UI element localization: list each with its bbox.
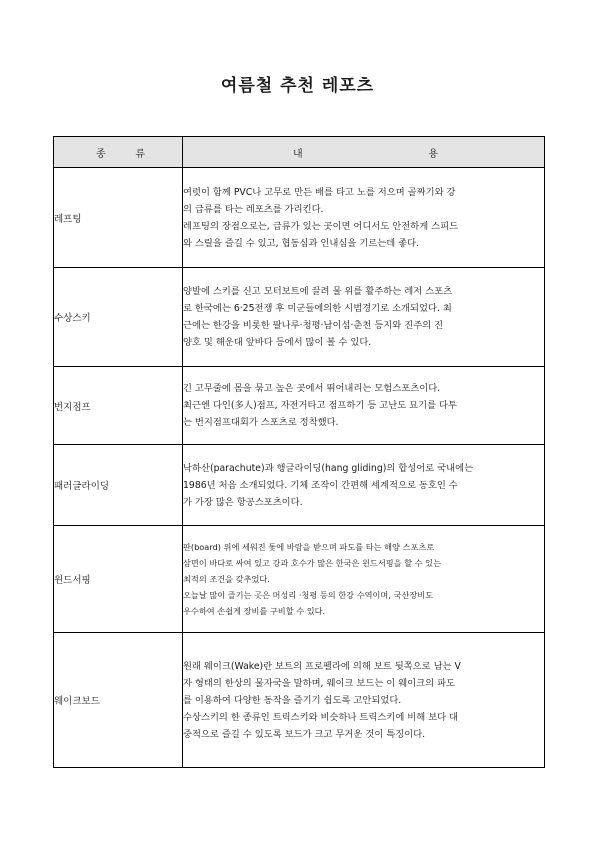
description-line: 와 스릴을 즐길 수 있고, 협동심과 인내심을 기르는데 좋다. — [183, 237, 420, 249]
sport-name: 웨이크보드 — [54, 633, 183, 768]
table-row-paragliding — [54, 445, 545, 526]
sport-name: 수상스키 — [54, 268, 183, 367]
sport-description — [183, 268, 545, 367]
description-line: 양호 및 해운대 앞바다 등에서 많이 볼 수 있다. — [183, 337, 372, 348]
sport-description — [183, 168, 545, 268]
header-content — [183, 137, 545, 168]
description-line: 수상스키의 한 종류인 트릭스키와 비슷하나 트릭스키에 비해 보다 대 — [183, 711, 459, 723]
header-kind — [54, 137, 183, 168]
header-content-char-1: 내 — [293, 148, 303, 160]
table-row-wakeboard — [54, 633, 545, 768]
table-row-windsurfing — [54, 526, 545, 633]
table-row-water-ski — [54, 268, 545, 367]
description-line: 낙하산(parachute)과 행글라이딩(hang gliding)의 합성어로 국내에는 — [183, 462, 474, 474]
sport-name: 패러글라이딩 — [54, 445, 183, 526]
header-content-char-2: 용 — [428, 148, 438, 160]
sport-name: 레프팅 — [54, 168, 183, 268]
description-line: 1986년 처음 소개되었다. 기체 조작이 간편해 세계적으로 동호인 수 — [183, 479, 458, 491]
description-line: 삼면이 바다로 싸여 있고 강과 호수가 많은 한국은 윈드서핑을 할 수 있는 — [183, 558, 441, 568]
description-line: 를 이용하여 다양한 동작을 즐기기 쉽도록 고안되었다. — [183, 694, 402, 706]
description-line: 여럿이 함께 PVC나 고무로 만든 배를 타고 노를 저으며 골짜기와 강 — [183, 186, 456, 198]
table-row-bungee-jump — [54, 367, 545, 445]
sport-name: 윈드서핑 — [54, 526, 183, 633]
sports-table — [53, 136, 545, 768]
sport-name: 번지점프 — [54, 367, 183, 445]
description-line: 최적의 조건을 갖추었다. — [183, 574, 270, 584]
description-line: 판(board) 위에 세워진 돛에 바람을 받으며 파도를 타는 해양 스포츠로 — [183, 542, 435, 552]
description-line: 원래 웨이크(Wake)란 보트의 프로펠라에 의해 보트 뒷쪽으로 남는 V — [183, 660, 461, 672]
table-header-row — [54, 137, 545, 168]
header-kind-char-1: 종 — [96, 148, 106, 160]
header-kind-char-2: 류 — [135, 148, 145, 160]
sport-description — [183, 633, 545, 768]
description-line: 근에는 한강을 비롯한 팔나루·청평·남이섬·춘천 등지와 진주의 진 — [183, 320, 444, 331]
description-line: 레프팅의 장점으로는, 급류가 있는 곳이면 어디서도 안전하게 스피드 — [183, 220, 459, 232]
description-line: 양발에 스키를 신고 모터보트에 끌려 물 위를 활주하는 레저 스포츠 — [183, 286, 453, 297]
description-line: 는 번지점프대회가 스포츠로 정착했다. — [183, 417, 339, 428]
sport-description — [183, 526, 545, 633]
description-line: 오늘날 많이 즐기는 곳은 머성리 ·청평 등의 한강 수역이며, 국산장비도 — [183, 590, 434, 600]
description-line: 가 가장 많은 항공스포츠이다. — [183, 496, 303, 508]
description-line: 자 형태의 한상의 물자국을 말하며, 웨이크 보드는 이 웨이크의 파도 — [183, 677, 456, 689]
description-line: 긴 고무줄에 몸을 묶고 높은 곳에서 뛰어내리는 모험스포츠이다. — [183, 383, 441, 394]
description-line: 의 급류를 타는 레포츠를 가리킨다. — [183, 203, 324, 215]
sport-description — [183, 445, 545, 526]
sport-description — [183, 367, 545, 445]
description-line: 우수하여 손쉽게 장비를 구비할 수 있다. — [183, 606, 326, 616]
description-line: 중적으로 즐길 수 있도록 보드가 크고 무거운 것이 특징이다. — [183, 728, 426, 740]
table-row-rafting — [54, 168, 545, 268]
page-title: 여름철 추천 레포츠 — [220, 76, 375, 96]
description-line: 최근엔 다인(多人)점프, 자전거타고 점프하기 등 고난도 묘기를 다투 — [183, 400, 458, 411]
description-line: 로 한국에는 6·25전쟁 후 미군들에의한 시범경기로 소개되었다. 최 — [183, 303, 452, 314]
